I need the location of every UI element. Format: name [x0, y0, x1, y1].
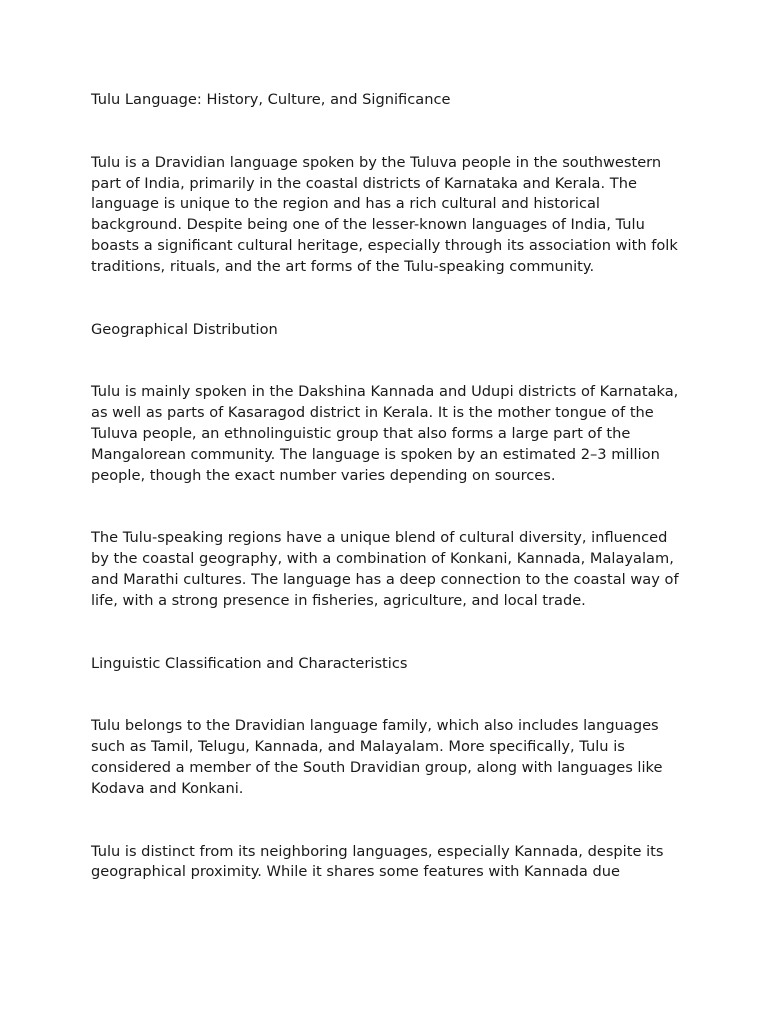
section-heading-geography: Geographical Distribution [91, 320, 278, 338]
intro-paragraph: Tulu is a Dravidian language spoken by the Tuluva people in the southwestern part of India, primarily in the coastal districts of Karnataka and Kerala. The language is unique to the region and has a rich cultural and historical background. Despite being one of the lesser-known languages of India, Tulu boasts a significant cultural heritage, especially through its association with folk traditions, rituals, and the art forms of the Tulu-speaking community. [91, 153, 678, 275]
document-body [91, 90, 685, 925]
classification-paragraph-2: Tulu is distinct from its neighboring languages, especially Kannada, despite its geographical proximity. While it shares some features with Kannada due [91, 842, 664, 881]
classification-paragraph-1: Tulu belongs to the Dravidian language family, which also includes languages such as Tamil, Telugu, Kannada, and Malayalam. More specifically, Tulu is considered a member of the South Dravidian group, along with languages like Kodava and Konkani. [91, 717, 663, 797]
geography-paragraph-1: Tulu is mainly spoken in the Dakshina Kannada and Udupi districts of Karnataka, as well as parts of Kasaragod district in Kerala. It is the mother tongue of the Tuluva people, an ethnolinguistic group that also forms a large part of the Mangalorean community. The language is spoken by an estimated 2–3 million people, though the exact number varies depending on sources. [91, 383, 679, 484]
document-title: Tulu Language: History, Culture, and Significance [91, 91, 451, 108]
section-heading-classification: Linguistic Classification and Characteristics [91, 654, 408, 672]
geography-paragraph-2: The Tulu-speaking regions have a unique blend of cultural diversity, influenced by the coastal geography, with a combination of Konkani, Kannada, Malayalam, and Marathi cultures. The language has a deep connection to the coastal way of life, with a strong presence in fisheries, agriculture, and local trade. [91, 529, 679, 609]
